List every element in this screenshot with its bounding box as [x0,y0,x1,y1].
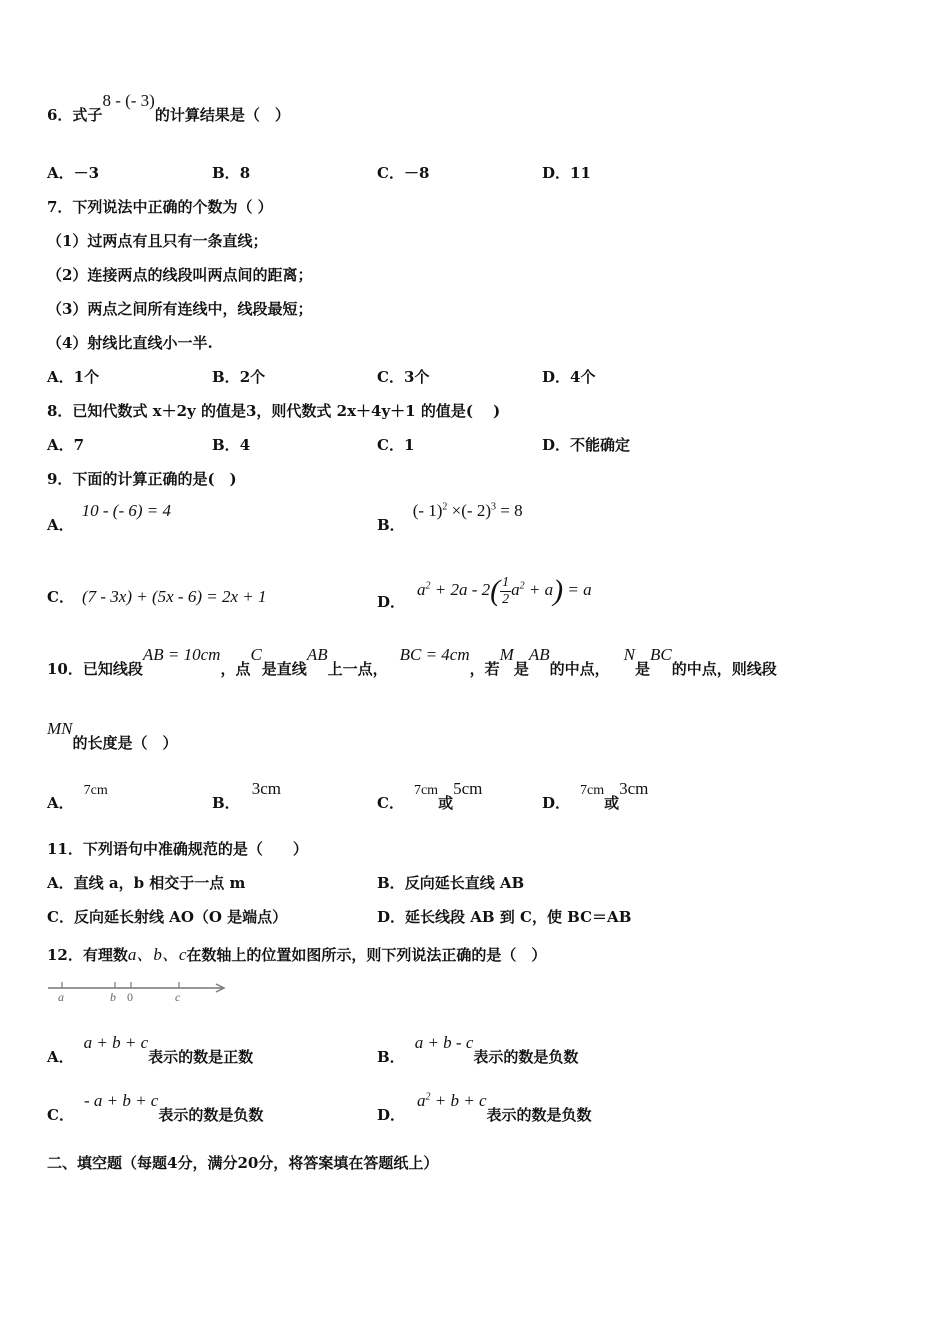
q8-option-d: D．不能确定 [542,436,631,454]
q7-item-3: （3）两点之间所有连线中，线段最短； [47,300,313,318]
q10-option-c: C．7cm或5cm [377,779,483,812]
q11-option-c: C．反向延长射线 AO（O 是端点） [47,908,288,926]
q11-option-b: B．反向延长直线 AB [377,874,525,892]
number-line-figure [44,976,234,1006]
q8-option-a: A．7 [47,436,85,454]
q8-option-b: B．4 [212,436,251,454]
question-8: 8．已知代数式 x＋2y 的值是3，则代数式 2x＋4y＋1 的值是( ) [47,402,501,420]
question-7: 7．下列说法中正确的个数为（ ） [47,198,273,216]
q11-option-a: A．直线 a，b 相交于一点 m [47,874,246,892]
q7-item-1: （1）过两点有且只有一条直线； [47,232,268,250]
q10-option-b: B．3cm [212,779,281,812]
q7-item-2: （2）连接两点的线段叫两点间的距离； [47,266,313,284]
q12-option-c: C．- a + b + c表示的数是负数 [47,1091,264,1124]
q6-suffix: 的计算结果是（ ） [154,106,290,124]
q12-option-a: A．a + b + c表示的数是正数 [47,1033,254,1066]
q7-option-b: B．2个 [212,368,266,386]
q6-option-c: C．－8 [377,164,430,182]
q7-option-c: C．3个 [377,368,430,386]
axis-label-a: a [58,990,64,1004]
q9-option-a: A．10 - (- 6) = 4 [47,501,172,534]
q9-option-c: C． (7 - 3x) + (5x - 6) = 2x + 1 [47,587,267,606]
q9-option-d: D．$a^2 + 2a - 2$( $\frac{1}{2}$ $a^2 + a) = a$ [377,574,592,611]
q10-option-a: A．7cm [47,783,108,812]
question-10: 10．已知线段AB = 10cm，点C是直线AB上一点，BC = 4cm，若M是AB的中点，N是BC的中点，则线段 [47,645,777,678]
q9-option-b: B．(- 1)$^2$ ×(- 2)$^3$ = 8 [377,501,523,534]
axis-label-0: 0 [127,990,133,1004]
q7-option-d: D．4个 [542,368,596,386]
question-11: 11．下列语句中准确规范的是（ ） [47,840,308,858]
q12-option-d: D．$a^2 + b + c$表示的数是负数 [377,1091,592,1124]
question-10-cont: MN的长度是（ ） [47,719,178,752]
question-9: 9．下面的计算正确的是( ) [47,470,237,488]
axis-label-c: c [175,990,181,1004]
q6-option-b: B．8 [212,164,251,182]
q6-prefix: 6．式子 [47,106,103,124]
q7-option-a: A．1个 [47,368,100,386]
section-2-heading: 二、填空题（每题4分，满分20分，将答案填在答题纸上） [47,1154,439,1172]
question-6 [47,91,290,125]
q8-option-c: C．1 [377,436,415,454]
q6-option-d: D．11 [542,164,591,182]
q6-option-a: A．－3 [47,164,100,182]
q6-expression: 8 - (- 3) [102,91,155,110]
question-12: 12．有理数a、b、c在数轴上的位置如图所示，则下列说法正确的是（ ） [47,945,547,964]
q12-option-b: B．a + b - c表示的数是负数 [377,1033,579,1066]
q7-item-4: （4）射线比直线小一半. [47,334,213,352]
q10-option-d: D．7cm或3cm [542,779,649,812]
q11-option-d: D．延长线段 AB 到 C，使 BC＝AB [377,908,632,926]
axis-label-b: b [110,990,116,1004]
